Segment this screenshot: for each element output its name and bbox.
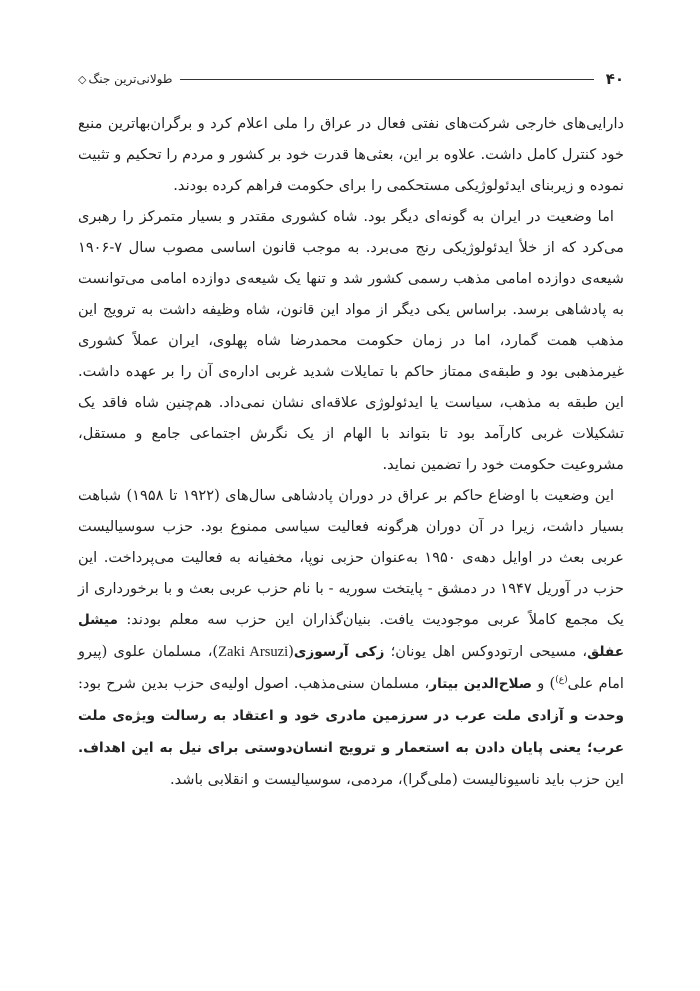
founder-name-aflaq: میشل عفلق xyxy=(78,612,624,660)
founder-name-latin: Zaki Arsuzi xyxy=(218,644,289,660)
paragraph-3-text-b: ، مسیحی ارتودوکس اهل یونان؛ xyxy=(384,643,588,660)
book-page xyxy=(78,66,624,795)
paragraph-3-text-e: ، مسلمان سنی‌مذهب. اصول اولیه‌ی حزب بدین شرح بود: xyxy=(78,675,430,692)
diamond-icon: ◇ xyxy=(78,72,87,86)
running-title: طولانی‌ترین جنگ xyxy=(88,72,173,86)
page-header xyxy=(78,66,624,92)
paragraph-1: دارایی‌های خارجی شرکت‌های نفتی فعال در عراق را ملی اعلام کرد و برگران‌بهاترین منبع خود کنترل کامل داشت. علاوه بر این، بعثی‌ها قدرت خود بر کشور و مردم را تحکیم و تثبیت نموده و زیربنای ایدئولوژیکی مستحکمی را برای حکومت فراهم کرده بودند. xyxy=(78,115,624,194)
paragraph-3-text-c: ، مسلمان علوی (پیرو امام علی xyxy=(78,643,624,692)
paragraph-2: اما وضعیت در ایران به گونه‌ای دیگر بود. شاه کشوری مقتدر و بسیار متمرکز را رهبری می‌کرد که از خلأ ایدئولوژیکی رنج می‌برد. به موجب قانون اساسی مصوب سال ۷-۱۹۰۶ شیعه‌ی دوازده امامی مذهب رسمی کشور شد و تنها یک شیعه‌ی دوازده امامی می‌توانست به پادشاهی برسد. براساس یکی دیگر از مواد این قانون، شاه وظیفه داشت به ترویج این مذهب همت گمارد، اما در زمان حکومت محمدرضا شاه پهلوی، ایران عملاً کشوری غیرمذهبی بود و طبقه‌ی ممتاز حاکم با تمایلات شدید غربی اداره‌ی آن را بر عهده داشت. این طبقه به مذهب، سیاست یا ایدئولوژی علاقه‌ای نشان نمی‌داد. هم‌چنین شاه فاقد یک تشکیلات غربی کارآمد بود تا بتواند با الهام از یک نگرش اجتماعی جامع و مستقل، مشروعیت حکومت خود را تضمین نماید. xyxy=(78,208,624,473)
paragraph-3-text-d: ) و xyxy=(531,675,556,692)
paragraph-3-text-f: این حزب باید ناسیونالیست (ملی‌گرا)، مردمی، سوسیالیست و انقلابی باشد. xyxy=(170,771,624,788)
paragraph-3: این وضعیت با اوضاع حاکم بر عراق در دوران پادشاهی سال‌های (۱۹۲۲ تا ۱۹۵۸) شباهت بسیار داشت، زیرا در آن دوران هرگونه فعالیت سیاسی ممنوع بود. حزب سوسیالیست عربی بعث در اوایل دهه‌ی ۱۹۵۰ به‌عنوان حزبی نوپا، مخفیانه به فعالیت می‌پرداخت. این حزب در آوریل ۱۹۴۷ در دمشق - پایتخت سوریه - با نام حزب عربی بعث و با برخورداری از یک مجمع کاملاً عربی موجودیت یافت. بنیان‌گذاران این حزب سه معلم بودند: میشل عفلق، مسیحی ارتودوکس اهل یونان؛ زکی آرسوزی(Zaki Arsuzi)، مسلمان علوی (پیرو امام علی$^{(ع)}$) و صلاح‌الدین بیتار، مسلمان سنی‌مذهب. اصول اولیه‌ی حزب بدین شرح بود: وحدت و آزادی ملت عرب در سرزمین مادری خود و اعتقاد به رسالت ویژه‌ی ملت عرب؛ یعنی پایان دادن به استعمار و ترویج انسان‌دوستی برای نیل به این اهداف. این حزب باید ناسیونالیست (ملی‌گرا)، مردمی، سوسیالیست و انقلابی باشد. xyxy=(78,487,625,788)
header-rule xyxy=(180,79,593,80)
founder-name-arsuzi: زکی آرسوزی xyxy=(293,644,385,660)
paragraph-3-text-a: این وضعیت با اوضاع حاکم بر عراق در دوران پادشاهی سال‌های (۱۹۲۲ تا ۱۹۵۸) شباهت بسیار داشت، زیرا در آن دوران هرگونه فعالیت سیاسی ممنوع بود. حزب سوسیالیست عربی بعث در اوایل دهه‌ی ۱۹۵۰ به‌عنوان حزبی نوپا، مخفیانه به فعالیت می‌پرداخت. این حزب در آوریل ۱۹۴۷ در دمشق - پایتخت سوریه - با نام حزب عربی بعث و با برخورداری از یک مجمع کاملاً عربی موجودیت یافت. بنیان‌گذاران این حزب سه معلم بودند: xyxy=(78,487,625,628)
page-number: ۴۰ xyxy=(605,70,624,88)
body-text xyxy=(78,108,624,795)
honorific-superscript: (ع) xyxy=(555,675,568,686)
founder-name-bitar: صلاح‌الدین بیتار xyxy=(429,676,532,692)
party-principles: وحدت و آزادی ملت عرب در سرزمین مادری خود و اعتقاد به رسالت ویژه‌ی ملت عرب؛ یعنی پایان دادن به استعمار و ترویج انسان‌دوستی برای نیل به این اهداف. xyxy=(78,708,624,756)
